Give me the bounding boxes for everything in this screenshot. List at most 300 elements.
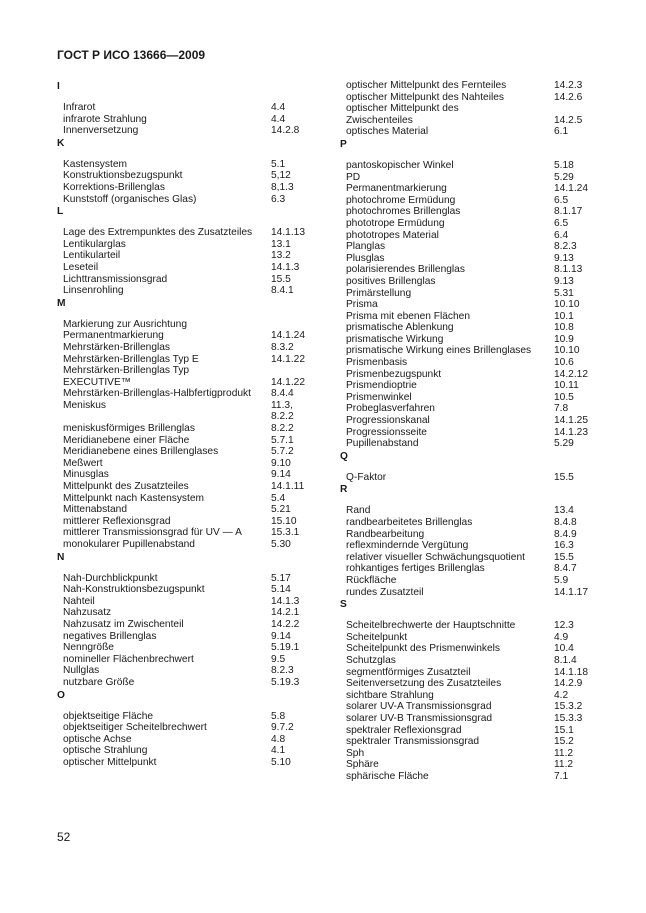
index-entry [57, 330, 319, 342]
index-term: spektraler Transmissionsgrad [346, 736, 480, 748]
index-term: Nahzusatz im Zwischenteil [63, 618, 184, 630]
index-entry [57, 227, 319, 239]
index-entry [340, 563, 602, 575]
index-ref: 6.5 [554, 217, 569, 229]
index-entry [340, 620, 602, 632]
index-term: photochromes Brillenglas [346, 206, 461, 218]
section-gap [57, 704, 319, 711]
index-ref: 15.3.1 [271, 527, 300, 539]
index-entry [57, 102, 319, 114]
index-term: photochrome Ermüdung [346, 194, 456, 206]
index-term: Korrektions-Brillenglas [63, 181, 165, 193]
index-entry [57, 745, 319, 757]
index-ref: 5.19.3 [271, 676, 300, 688]
index-ref: 4.4 [271, 113, 286, 125]
index-term: Plusglas [346, 252, 385, 264]
index-ref: 6.1 [554, 126, 569, 138]
index-entry [340, 160, 602, 172]
index-term: Leseteil [63, 261, 99, 273]
index-term: segmentförmiges Zusatzteil [346, 666, 471, 678]
index-ref: 14.2.2 [271, 618, 300, 630]
index-entry [340, 427, 602, 439]
index-entry [340, 517, 602, 529]
index-ref: 4.8 [271, 733, 286, 745]
index-term: Rückfläche [346, 574, 397, 586]
index-term: Seitenversetzung des Zusatzteiles [346, 678, 502, 690]
index-ref: 14.1.23 [554, 426, 588, 438]
index-term: negatives Brillenglas [63, 630, 157, 642]
index-entry [57, 411, 319, 423]
index-term: solarer UV-A Transmissionsgrad [346, 701, 492, 713]
index-ref: 8.4.8 [554, 517, 577, 528]
index-ref: 5.18 [554, 159, 574, 171]
index-ref: 5.8 [271, 710, 286, 722]
index-entry [340, 690, 602, 702]
index-entry [340, 725, 602, 737]
index-entry [57, 493, 319, 505]
index-entry [57, 584, 319, 596]
index-entry [57, 481, 319, 493]
index-term: EXECUTIVE™ [63, 376, 131, 388]
index-term: phototropes Material [346, 229, 439, 241]
section-gap [57, 312, 319, 319]
index-entry [57, 516, 319, 528]
index-term: optische Strahlung [63, 745, 148, 757]
index-term: Schutzglas [346, 654, 396, 666]
index-ref: 9.14 [271, 469, 291, 481]
index-term: rohkantiges fertiges Brillenglas [346, 563, 485, 575]
index-ref: 8.2.2 [271, 411, 294, 423]
index-entry [57, 285, 319, 297]
index-ref: 5.4 [271, 492, 286, 504]
index-entry [57, 170, 319, 182]
index-entry [57, 388, 319, 400]
index-ref: 14.1.18 [554, 666, 588, 678]
index-entry [340, 736, 602, 748]
index-term: reflexmindernde Vergütung [346, 540, 469, 552]
index-entry [340, 632, 602, 644]
index-entry [340, 529, 602, 541]
index-term: Mittelpunkt nach Kastensystem [63, 492, 204, 504]
index-ref: 10.6 [554, 357, 574, 369]
index-term: Linsenrohling [63, 285, 124, 297]
index-term: sichtbare Strahlung [346, 689, 434, 701]
index-term: Kunststoff (organisches Glas) [63, 193, 197, 205]
index-term: Scheitelpunkt des Prismenwinkels [346, 643, 501, 655]
index-term: Sphäre [346, 759, 379, 771]
index-entry [340, 183, 602, 195]
index-entry [340, 264, 602, 276]
index-term: Permanentmarkierung [63, 330, 164, 342]
index-term: Scheitelpunkt [346, 631, 408, 643]
index-entry [340, 540, 602, 552]
index-ref: 8.4.4 [271, 388, 294, 400]
index-ref: 15.1 [554, 724, 574, 736]
section-letter: M [57, 297, 66, 309]
index-entry [340, 311, 602, 323]
index-entry [57, 458, 319, 470]
index-ref [271, 319, 319, 331]
section-gap [340, 465, 602, 472]
index-ref: 14.1.22 [271, 376, 305, 388]
index-ref: 5.31 [554, 287, 574, 299]
index-ref: 4.1 [271, 745, 286, 757]
index-entry [340, 357, 602, 369]
index-entry [57, 596, 319, 608]
index-term: optischer Mittelpunkt des Nahteiles [346, 91, 504, 103]
index-term: polarisierendes Brillenglas [346, 264, 465, 276]
index-term: optischer Mittelpunkt [63, 756, 157, 768]
index-entry [57, 619, 319, 631]
index-ref: 14.2.9 [554, 678, 583, 690]
index-term: Konstruktionsbezugspunkt [63, 170, 183, 182]
index-entry [57, 114, 319, 126]
section-letter: O [57, 689, 65, 701]
index-term: Nah-Durchblickpunkt [63, 572, 158, 584]
section-gap [57, 152, 319, 159]
index-term: spektraler Reflexionsgrad [346, 724, 462, 736]
index-entry [57, 342, 319, 354]
index-term: optischer Mittelpunkt des [346, 103, 459, 115]
index-entry [57, 539, 319, 551]
index-entry [57, 239, 319, 251]
section-letter: S [340, 599, 347, 611]
index-entry [57, 665, 319, 677]
index-term: Mehrstärken-Brillenglas Typ E [63, 353, 199, 365]
index-ref: 16.3 [554, 540, 574, 552]
index-ref: 8.4.7 [554, 563, 577, 575]
section-letter: R [340, 484, 348, 496]
section-letter: I [57, 81, 60, 92]
index-term: infrarote Strahlung [63, 113, 147, 125]
index-ref: 8.1.17 [554, 206, 583, 218]
index-term: Markierung zur Ausrichtung [63, 318, 188, 330]
index-entry [340, 403, 602, 415]
index-ref: 9.13 [554, 252, 574, 264]
index-entry [340, 759, 602, 771]
index-term: sphärische Fläche [346, 770, 429, 782]
index-entry [340, 206, 602, 218]
index-entry [57, 734, 319, 746]
index-entry [340, 276, 602, 288]
index-ref: 10.8 [554, 322, 574, 334]
index-ref: 14.1.24 [271, 330, 305, 342]
index-term: PD [346, 171, 361, 183]
index-term: Randbearbeitung [346, 528, 425, 540]
index-entry [340, 172, 602, 184]
index-entry [340, 80, 602, 92]
index-entry [340, 126, 602, 138]
index-ref: 5,12 [271, 170, 291, 182]
index-entry [57, 631, 319, 643]
index-entry [340, 241, 602, 253]
index-term: Lentikularteil [63, 250, 121, 262]
index-term: Prismenwinkel [346, 391, 412, 403]
index-entry [57, 423, 319, 435]
index-entry [57, 125, 319, 137]
index-term: Mehrstärken-Brillenglas-Halbfertigprodukt [63, 388, 251, 400]
index-ref: 5.7.2 [271, 446, 294, 458]
section-letter: P [340, 138, 347, 150]
index-entry [57, 159, 319, 171]
index-term: Pupillenabstand [346, 438, 419, 450]
index-term: meniskusförmiges Brillenglas [63, 423, 195, 435]
index-ref: 10.10 [554, 345, 580, 357]
index-term: Scheitelbrechwerte der Hauptschnitte [346, 620, 516, 632]
index-ref: 6.5 [554, 194, 569, 206]
index-ref: 10.5 [554, 391, 574, 403]
index-term: Kastensystem [63, 158, 127, 170]
index-term: Mehrstärken-Brillenglas [63, 341, 171, 353]
index-ref: 5.9 [554, 574, 569, 586]
index-ref: 14.1.3 [271, 595, 300, 607]
index-term: Minusglas [63, 469, 109, 481]
index-term: pantoskopischer Winkel [346, 159, 454, 171]
index-ref: 14.1.3 [271, 261, 300, 273]
index-ref: 8.1.4 [554, 654, 577, 666]
index-term: Primärstellung [346, 287, 412, 299]
index-column-right [340, 80, 602, 782]
index-entry [57, 194, 319, 206]
index-entry [340, 771, 602, 783]
index-entry [57, 250, 319, 262]
index-term: prismatische Ablenkung [346, 322, 454, 334]
index-entry [57, 400, 319, 412]
index-ref: 15.5 [271, 273, 291, 285]
index-ref: 13.4 [554, 505, 574, 517]
index-entry [57, 365, 319, 377]
index-term: objektseitiger Scheitelbrechwert [63, 722, 207, 734]
index-ref: 5.30 [271, 539, 291, 550]
index-ref: 13.2 [271, 250, 291, 262]
index-entry [340, 299, 602, 311]
index-entry [340, 322, 602, 334]
section-gap [340, 613, 602, 620]
index-ref: 7.8 [554, 403, 569, 415]
index-term: Progressionskanal [346, 415, 430, 427]
index-entry [340, 438, 602, 450]
index-entry [57, 504, 319, 516]
index-ref: 11.2 [554, 759, 574, 771]
index-ref: 15.3.2 [554, 701, 583, 713]
index-ref: 10.11 [554, 380, 579, 392]
index-term: Nahzusatz [63, 607, 112, 619]
index-entry [340, 380, 602, 392]
index-entry [57, 527, 319, 539]
index-ref: 10.4 [554, 643, 574, 655]
index-entry [340, 230, 602, 242]
index-ref: 5.29 [554, 438, 574, 450]
index-entry [340, 643, 602, 655]
index-entry [340, 334, 602, 346]
index-ref: 8.2.2 [271, 423, 294, 435]
index-ref: 14.2.8 [271, 125, 300, 137]
section-gap [57, 220, 319, 227]
section-gap [57, 566, 319, 573]
index-ref: 5.19.1 [271, 642, 300, 654]
index-term: mittlerer Reflexionsgrad [63, 515, 171, 527]
index-ref: 15.5 [554, 551, 574, 563]
index-entry [340, 575, 602, 587]
index-entry [57, 722, 319, 734]
index-ref [271, 365, 319, 377]
index-term: Sph [346, 747, 365, 759]
index-term: optisches Material [346, 126, 429, 138]
index-entry [57, 607, 319, 619]
index-term [57, 411, 271, 423]
index-term: Prisma mit ebenen Flächen [346, 310, 471, 322]
index-ref: 5.29 [554, 171, 574, 183]
index-ref: 5.1 [271, 158, 286, 170]
index-term: Mittelpunkt des Zusatzteiles [63, 481, 189, 493]
index-term: Prismendioptrie [346, 380, 417, 392]
index-entry [57, 182, 319, 194]
index-entry [340, 678, 602, 690]
index-term: positives Brillenglas [346, 275, 436, 287]
index-ref: 10.1 [554, 310, 574, 322]
index-entry [340, 505, 602, 517]
index-term: solarer UV-B Transmissionsgrad [346, 712, 493, 724]
index-term: Meridianebene einer Fläche [63, 434, 190, 446]
index-entry [340, 218, 602, 230]
page-header: ГОСТ Р ИСО 13666—2009 [57, 48, 206, 62]
index-ref: 8.2.3 [271, 665, 294, 677]
index-ref: 10.9 [554, 333, 574, 345]
index-term: prismatische Wirkung eines Brillenglases [346, 345, 532, 357]
index-ref: 15.2 [554, 736, 574, 748]
page-number: 52 [57, 830, 71, 844]
index-entry [57, 677, 319, 689]
section-letter: L [57, 206, 64, 218]
index-entry [57, 446, 319, 458]
section-gap [340, 153, 602, 160]
index-ref: 14.2.12 [554, 368, 588, 380]
index-entry [57, 573, 319, 585]
index-term: Rand [346, 505, 371, 517]
index-ref: 15.10 [271, 515, 297, 527]
index-ref: 11.2 [554, 747, 574, 759]
index-entry [57, 435, 319, 447]
index-ref: 8.4.1 [271, 285, 294, 297]
index-entry [340, 701, 602, 713]
index-entry [57, 354, 319, 366]
index-entry [57, 642, 319, 654]
index-entry [57, 377, 319, 389]
index-entry [57, 711, 319, 723]
index-term: Meßwert [63, 457, 103, 469]
index-entry [340, 667, 602, 679]
index-ref: 4.2 [554, 689, 569, 701]
index-ref: 5.21 [271, 504, 291, 516]
index-ref: 9.13 [554, 275, 574, 287]
index-term: relativer visueller Schwächungsquotient [346, 551, 525, 563]
index-entry [57, 469, 319, 481]
index-term: prismatische Wirkung [346, 333, 444, 345]
index-ref: 8,1.3 [271, 181, 294, 193]
index-ref: 6.4 [554, 229, 569, 241]
index-entry [340, 369, 602, 381]
index-ref: 5.17 [271, 572, 291, 584]
index-term: randbearbeitetes Brillenglas [346, 517, 473, 528]
index-ref: 13.1 [271, 238, 291, 250]
index-term: phototrope Ermüdung [346, 217, 445, 229]
index-term: Permanentmarkierung [346, 183, 447, 195]
index-term: Zwischenteiles [346, 114, 413, 126]
index-ref: 8.3.2 [271, 341, 294, 353]
index-ref: 14.2.1 [271, 607, 300, 619]
index-entry [340, 655, 602, 667]
index-ref: 10.10 [554, 299, 580, 311]
index-entry [57, 654, 319, 666]
section-letter: Q [340, 450, 348, 462]
index-entry [340, 472, 602, 484]
index-ref [554, 103, 602, 115]
index-ref: 5.7.1 [271, 434, 294, 446]
index-term: Nah-Konstruktionsbezugspunkt [63, 584, 205, 596]
index-entry [340, 748, 602, 760]
index-entry [340, 345, 602, 357]
index-entry [340, 253, 602, 265]
index-term: Lichttransmissionsgrad [63, 273, 168, 285]
index-ref: 12.3 [554, 620, 574, 632]
index-column-left [57, 80, 319, 769]
index-ref: 8.2.3 [554, 241, 577, 253]
index-entry [340, 713, 602, 725]
index-entry [340, 587, 602, 599]
index-ref: 14.1.24 [554, 183, 588, 195]
index-ref: 14.2.6 [554, 91, 583, 103]
index-term: Prisma [346, 299, 378, 311]
index-ref: 9.10 [271, 457, 291, 469]
index-entry [340, 288, 602, 300]
index-term: mittlerer Transmissionsgrad für UV — A [63, 527, 242, 539]
index-term: Infrarot [63, 102, 96, 113]
index-term: Mittenabstand [63, 504, 127, 516]
index-entry [340, 103, 602, 115]
index-ref: 14.1.25 [554, 415, 588, 427]
index-entry [340, 195, 602, 207]
index-ref: 4.4 [271, 102, 286, 113]
index-ref: 15.3.3 [554, 712, 583, 724]
index-term: Innenversetzung [63, 125, 139, 137]
index-term: Prismenbasis [346, 357, 408, 369]
index-term: Meniskus [63, 399, 107, 411]
index-term: Nenngröße [63, 642, 114, 654]
index-ref: 14.1.22 [271, 353, 305, 365]
index-term: Lentikularglas [63, 238, 126, 250]
index-ref: 8.4.9 [554, 528, 577, 540]
index-ref: 4.9 [554, 631, 569, 643]
index-ref: 7.1 [554, 770, 569, 782]
index-ref: 9.14 [271, 630, 291, 642]
index-ref: 8.1.13 [554, 264, 583, 276]
index-entry [340, 392, 602, 404]
index-term: Nahteil [63, 595, 95, 607]
index-ref: 9.5 [271, 653, 286, 665]
index-entry [57, 274, 319, 286]
section-gap [340, 498, 602, 505]
index-entry [340, 552, 602, 564]
index-term: Planglas [346, 241, 386, 253]
index-term: nomineller Flächenbrechwert [63, 653, 194, 665]
index-ref: 5.10 [271, 756, 291, 768]
index-ref: 6.3 [271, 193, 286, 205]
index-entry [340, 415, 602, 427]
index-term: monokularer Pupillenabstand [63, 539, 195, 550]
index-ref: 14.1.13 [271, 227, 305, 239]
index-ref: 14.1.17 [554, 586, 588, 598]
index-entry [57, 757, 319, 769]
